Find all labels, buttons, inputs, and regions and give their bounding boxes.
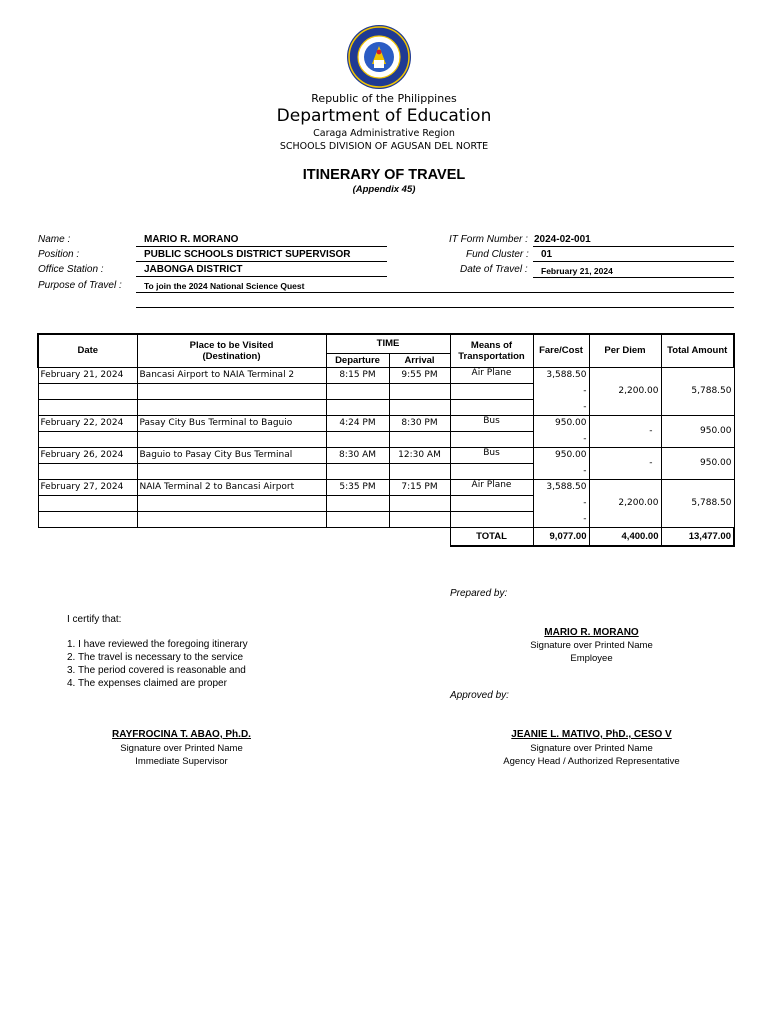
document-title: ITINERARY OF TRAVEL <box>302 167 466 183</box>
empty-cell <box>389 399 450 415</box>
certify-item: 4. The expenses claimed are proper <box>67 678 227 689</box>
empty-cell <box>38 511 137 527</box>
trip-departure: 8:15 PM <box>326 367 389 383</box>
date-of-travel-label: Date of Travel : <box>460 264 528 275</box>
supervisor-name: RAYFROCINA T. ABAO, Ph.D. <box>112 729 251 740</box>
purpose-underline <box>136 292 734 293</box>
table-row <box>38 479 734 495</box>
empty-cell <box>326 431 389 447</box>
approved-by-signature-line: Signature over Printed Name <box>530 743 653 754</box>
position-value: PUBLIC SCHOOLS DISTRICT SUPERVISOR <box>144 249 351 260</box>
trip-date: February 21, 2024 <box>38 367 137 383</box>
name-value: MARIO R. MORANO <box>144 234 239 245</box>
empty-cell <box>450 431 533 447</box>
trip-date: February 22, 2024 <box>38 415 137 431</box>
col-means-header-line2: Transportation <box>458 350 525 362</box>
purpose-underline-2 <box>136 307 734 308</box>
fund-cluster-value: 01 <box>541 249 553 260</box>
empty-cell <box>389 495 450 511</box>
trip-date: February 27, 2024 <box>38 479 137 495</box>
trip-arrival: 12:30 AM <box>389 447 450 463</box>
empty-cell <box>38 383 137 399</box>
empty-cell <box>450 399 533 415</box>
trip-fare: - <box>533 511 589 527</box>
empty-cell <box>38 527 450 546</box>
itinerary-table <box>37 333 735 547</box>
trip-arrival: 9:55 PM <box>389 367 450 383</box>
republic-line: Republic of the Philippines <box>311 92 457 105</box>
name-underline <box>136 246 387 247</box>
trip-fare: - <box>533 399 589 415</box>
position-underline <box>136 261 387 262</box>
date-of-travel-value: February 21, 2024 <box>541 266 613 276</box>
trip-fare: 3,588.50 <box>533 479 589 495</box>
total-fare: 9,077.00 <box>533 527 589 546</box>
total-amount: 13,477.00 <box>661 527 734 546</box>
approved-by-label: Approved by: <box>450 690 509 701</box>
prepared-by-role: Employee <box>570 653 613 664</box>
trip-date: February 26, 2024 <box>38 447 137 463</box>
deped-seal <box>346 24 412 90</box>
trip-place: Baguio to Pasay City Bus Terminal <box>137 447 326 463</box>
trip-perdiem: 2,200.00 <box>589 367 661 415</box>
trip-fare: - <box>533 383 589 399</box>
col-total-header: Total Amount <box>661 334 734 367</box>
empty-cell <box>137 511 326 527</box>
col-means-header-line1: Means of <box>470 339 513 351</box>
empty-cell <box>389 463 450 479</box>
name-label: Name : <box>38 234 71 245</box>
trip-means: Bus <box>450 415 533 431</box>
empty-cell <box>450 511 533 527</box>
col-date-header: Date <box>38 334 137 367</box>
supervisor-signature-line: Signature over Printed Name <box>120 743 243 754</box>
empty-cell <box>326 495 389 511</box>
trip-fare: 950.00 <box>533 447 589 463</box>
total-label: TOTAL <box>450 527 533 546</box>
col-place-header-line2: (Destination) <box>202 350 261 362</box>
empty-cell <box>389 431 450 447</box>
empty-cell <box>137 383 326 399</box>
empty-cell <box>137 463 326 479</box>
col-arrival-header: Arrival <box>389 353 450 367</box>
trip-perdiem: - <box>589 447 661 479</box>
empty-cell <box>137 495 326 511</box>
prepared-by-name: MARIO R. MORANO <box>544 627 639 638</box>
empty-cell <box>137 399 326 415</box>
empty-cell <box>326 383 389 399</box>
it-form-underline <box>533 246 734 247</box>
trip-total: 5,788.50 <box>661 479 734 527</box>
it-form-label: IT Form Number : <box>449 234 528 245</box>
table-row <box>38 415 734 431</box>
office-value: JABONGA DISTRICT <box>144 264 243 275</box>
fund-cluster-underline <box>533 261 734 262</box>
trip-place: Bancasi Airport to NAIA Terminal 2 <box>137 367 326 383</box>
empty-cell <box>326 399 389 415</box>
fund-cluster-label: Fund Cluster : <box>466 249 529 260</box>
empty-cell <box>389 383 450 399</box>
total-row <box>38 527 734 546</box>
prepared-by-signature-line: Signature over Printed Name <box>530 640 653 651</box>
position-label: Position : <box>38 249 80 260</box>
purpose-value: To join the 2024 National Science Quest <box>144 281 305 291</box>
col-means-header <box>450 334 533 367</box>
appendix-label: (Appendix 45) <box>352 184 416 195</box>
empty-cell <box>137 431 326 447</box>
col-perdiem-header: Per Diem <box>589 334 661 367</box>
prepared-by-label: Prepared by: <box>450 588 508 599</box>
empty-cell <box>389 511 450 527</box>
approved-by-name: JEANIE L. MATIVO, PhD., CESO V <box>511 729 672 740</box>
table-row <box>38 447 734 463</box>
col-fare-header: Fare/Cost <box>533 334 589 367</box>
trip-total: 950.00 <box>661 447 734 479</box>
trip-total: 5,788.50 <box>661 367 734 415</box>
trip-departure: 5:35 PM <box>326 479 389 495</box>
certify-item: 1. I have reviewed the foregoing itinerary <box>67 639 248 650</box>
certify-intro: I certify that: <box>67 614 122 625</box>
trip-place: NAIA Terminal 2 to Bancasi Airport <box>137 479 326 495</box>
trip-arrival: 8:30 PM <box>389 415 450 431</box>
trip-arrival: 7:15 PM <box>389 479 450 495</box>
trip-fare: - <box>533 495 589 511</box>
certify-item: 2. The travel is necessary to the service <box>67 652 244 663</box>
col-departure-header: Departure <box>326 353 389 367</box>
certify-item: 3. The period covered is reasonable and <box>67 665 246 676</box>
table-row <box>38 367 734 383</box>
col-place-header <box>137 334 326 367</box>
trip-perdiem: - <box>589 415 661 447</box>
trip-means: Bus <box>450 447 533 463</box>
trip-departure: 8:30 AM <box>326 447 389 463</box>
empty-cell <box>38 463 137 479</box>
region-line: Caraga Administrative Region <box>313 128 455 139</box>
trip-means: Air Plane <box>450 479 533 495</box>
office-label: Office Station : <box>38 264 104 275</box>
trip-fare: 3,588.50 <box>533 367 589 383</box>
purpose-label: Purpose of Travel : <box>38 280 122 291</box>
empty-cell <box>450 463 533 479</box>
trip-fare: - <box>533 431 589 447</box>
total-perdiem: 4,400.00 <box>589 527 661 546</box>
trip-place: Pasay City Bus Terminal to Baguio <box>137 415 326 431</box>
col-place-header-line1: Place to be Visited <box>189 339 274 351</box>
col-time-header: TIME <box>326 334 450 353</box>
trip-total: 950.00 <box>661 415 734 447</box>
department-name: Department of Education <box>276 106 492 126</box>
trip-perdiem: 2,200.00 <box>589 479 661 527</box>
trip-departure: 4:24 PM <box>326 415 389 431</box>
approved-by-role: Agency Head / Authorized Representative <box>503 756 680 767</box>
empty-cell <box>38 431 137 447</box>
trip-fare: - <box>533 463 589 479</box>
empty-cell <box>38 399 137 415</box>
it-form-value: 2024-02-001 <box>534 234 591 245</box>
date-of-travel-underline <box>533 277 734 278</box>
trip-means: Air Plane <box>450 367 533 383</box>
office-underline <box>136 276 387 277</box>
empty-cell <box>450 495 533 511</box>
trip-fare: 950.00 <box>533 415 589 431</box>
division-line: SCHOOLS DIVISION OF AGUSAN DEL NORTE <box>279 141 489 152</box>
empty-cell <box>450 383 533 399</box>
empty-cell <box>326 511 389 527</box>
empty-cell <box>38 495 137 511</box>
empty-cell <box>326 463 389 479</box>
supervisor-role: Immediate Supervisor <box>135 756 228 767</box>
